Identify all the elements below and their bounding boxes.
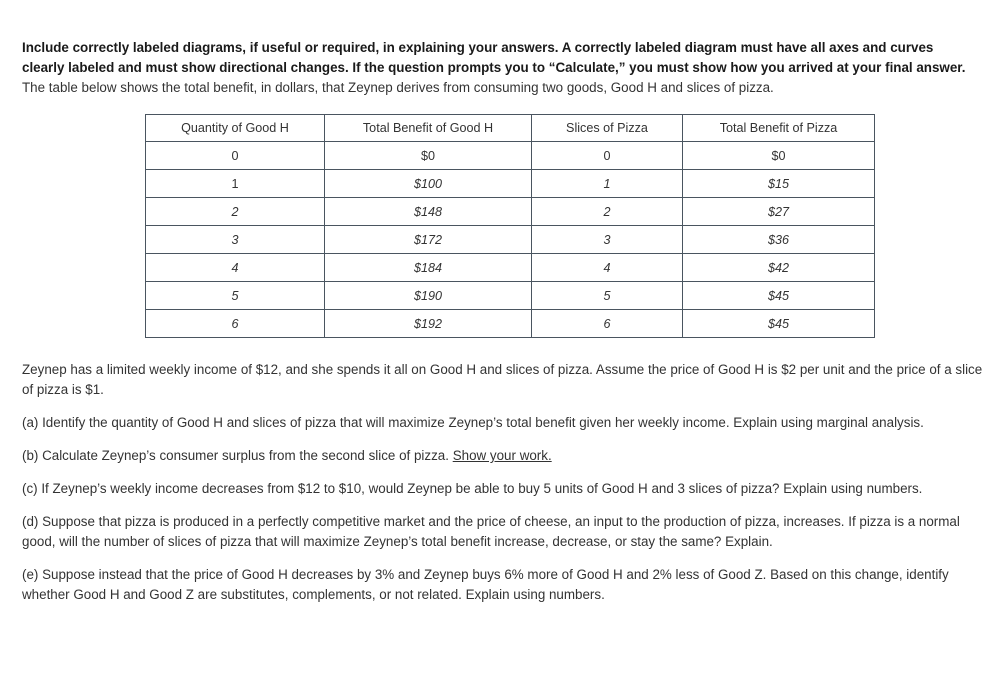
question-a: (a) Identify the quantity of Good H and slices of pizza that will maximize Zeynep’s total benefit given her weekly income. Explain using marginal analysis. bbox=[22, 415, 924, 430]
table-cell: 3 bbox=[532, 226, 683, 254]
table-row bbox=[146, 142, 875, 170]
table-cell: $36 bbox=[683, 226, 875, 254]
table-cell: $100 bbox=[325, 170, 532, 198]
table-cell: $148 bbox=[325, 198, 532, 226]
income-text: Zeynep has a limited weekly income of $12, and she spends it all on Good H and slices of pizza. Assume the price of Good H is $2 per unit and the price of a slice of pizza is $1. bbox=[22, 362, 983, 397]
table-cell: $192 bbox=[325, 310, 532, 338]
table-row bbox=[146, 282, 875, 310]
question-b-text: (b) Calculate Zeynep’s consumer surplus from the second slice of pizza. bbox=[22, 448, 449, 463]
table-cell: 0 bbox=[532, 142, 683, 170]
table-header-row bbox=[146, 115, 875, 142]
table-row bbox=[146, 226, 875, 254]
table-cell: 1 bbox=[146, 170, 325, 198]
table-cell: $15 bbox=[683, 170, 875, 198]
show-your-work-text: Show your work. bbox=[452, 448, 552, 463]
table-cell: $27 bbox=[683, 198, 875, 226]
table-cell: $0 bbox=[325, 142, 532, 170]
question-c: (c) If Zeynep’s weekly income decreases from $12 to $10, would Zeynep be able to buy 5 units of Good H and 3 slices of pizza? Explain using numbers. bbox=[22, 481, 923, 496]
header-slices-of-pizza: Slices of Pizza bbox=[532, 115, 683, 142]
table-cell: 5 bbox=[146, 282, 325, 310]
question-b bbox=[22, 446, 992, 466]
table-cell: $45 bbox=[683, 310, 875, 338]
question-page bbox=[22, 38, 992, 605]
benefit-table-container bbox=[145, 114, 992, 338]
table-cell: 3 bbox=[146, 226, 325, 254]
table-cell: 1 bbox=[532, 170, 683, 198]
table-cell: 6 bbox=[532, 310, 683, 338]
table-row bbox=[146, 310, 875, 338]
intro-text: The table below shows the total benefit, in dollars, that Zeynep derives from consuming two goods, Good H and slices of pizza. bbox=[22, 80, 774, 95]
table-row bbox=[146, 198, 875, 226]
table-cell: 4 bbox=[146, 254, 325, 282]
table-cell: $45 bbox=[683, 282, 875, 310]
table-cell: 2 bbox=[532, 198, 683, 226]
table-row bbox=[146, 254, 875, 282]
question-d: (d) Suppose that pizza is produced in a perfectly competitive market and the price of cheese, an input to the production of pizza, increases. If pizza is a normal good, will the number of slices of pizza that will maximize Zeynep’s total benefit increase, decrease, or stay the same? Explain. bbox=[22, 514, 960, 549]
table-cell: $172 bbox=[325, 226, 532, 254]
benefit-table bbox=[145, 114, 875, 338]
header-total-benefit-pizza: Total Benefit of Pizza bbox=[683, 115, 875, 142]
header-total-benefit-good-h: Total Benefit of Good H bbox=[325, 115, 532, 142]
table-cell: $42 bbox=[683, 254, 875, 282]
table-cell: $0 bbox=[683, 142, 875, 170]
table-cell: $184 bbox=[325, 254, 532, 282]
table-cell: 5 bbox=[532, 282, 683, 310]
header-quantity-good-h: Quantity of Good H bbox=[146, 115, 325, 142]
table-cell: 2 bbox=[146, 198, 325, 226]
table-cell: 4 bbox=[532, 254, 683, 282]
question-e: (e) Suppose instead that the price of Good H decreases by 3% and Zeynep buys 6% more of Good H and 2% less of Good Z. Based on this change, identify whether Good H and Good Z are substitutes, complements, or not related. Explain using numbers. bbox=[22, 567, 949, 602]
table-cell: $190 bbox=[325, 282, 532, 310]
table-cell: 6 bbox=[146, 310, 325, 338]
table-cell: 0 bbox=[146, 142, 325, 170]
table-row bbox=[146, 170, 875, 198]
instructions-text: Include correctly labeled diagrams, if useful or required, in explaining your answers. A correctly labeled diagram must have all axes and curves clearly labeled and must show directional changes. If the question prompts you to “Calculate,” you must show how you arrived at your final answer. bbox=[22, 40, 966, 75]
